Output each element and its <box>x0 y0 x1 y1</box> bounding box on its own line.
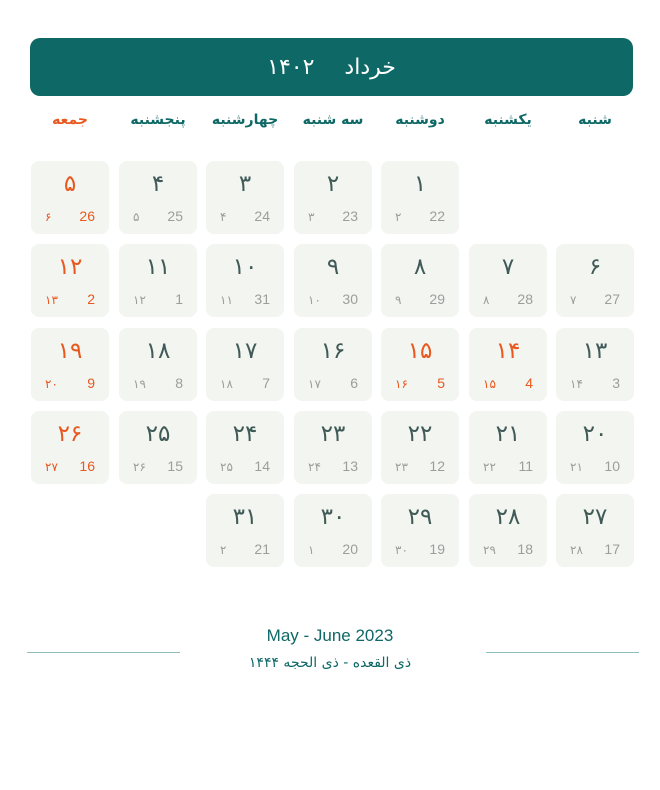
day-number: ۴ <box>151 171 165 197</box>
hijri-day: ۸ <box>483 293 490 307</box>
day-cell[interactable] <box>556 244 634 317</box>
hijri-day: ۱ <box>308 543 315 557</box>
gregorian-day: 28 <box>517 291 533 307</box>
gregorian-day: 27 <box>604 291 620 307</box>
day-number: ۲۳ <box>320 421 346 447</box>
gregorian-day: 31 <box>254 291 270 307</box>
day-cell[interactable] <box>469 244 547 317</box>
gregorian-day: 25 <box>167 208 183 224</box>
weekday-wednesday: چهارشنبه <box>211 112 279 128</box>
footer-divider-right <box>486 652 639 653</box>
hijri-day: ۱۶ <box>395 377 408 391</box>
day-cell[interactable] <box>381 244 459 317</box>
hijri-day: ۲۹ <box>483 543 496 557</box>
day-number: ۵ <box>63 171 77 197</box>
hijri-day: ۶ <box>45 210 52 224</box>
day-cell[interactable] <box>206 411 284 484</box>
hijri-day: ۱۷ <box>308 377 321 391</box>
weekday-row <box>0 112 660 142</box>
gregorian-day: 16 <box>79 458 95 474</box>
day-number: ۱ <box>413 171 427 197</box>
day-cell[interactable] <box>469 494 547 567</box>
gregorian-day: 8 <box>175 375 183 391</box>
gregorian-day: 29 <box>429 291 445 307</box>
day-number: ۱۲ <box>57 254 83 280</box>
day-cell[interactable] <box>294 244 372 317</box>
weekday-thursday: پنجشنبه <box>130 112 186 128</box>
day-number: ۳۱ <box>232 504 258 530</box>
footer-divider-left <box>27 652 180 653</box>
day-number: ۱۵ <box>407 338 433 364</box>
day-number: ۶ <box>588 254 602 280</box>
day-number: ۱۸ <box>145 338 171 364</box>
day-number: ۱۰ <box>232 254 258 280</box>
gregorian-day: 4 <box>525 375 533 391</box>
day-number: ۱۷ <box>232 338 258 364</box>
day-cell[interactable] <box>381 328 459 401</box>
hijri-day: ۱۴ <box>570 377 583 391</box>
gregorian-day: 17 <box>604 541 620 557</box>
day-number: ۱۹ <box>57 338 83 364</box>
hijri-day: ۱۲ <box>133 293 146 307</box>
hijri-day: ۱۸ <box>220 377 233 391</box>
day-cell[interactable] <box>381 161 459 234</box>
day-cell[interactable] <box>294 328 372 401</box>
day-cell[interactable] <box>556 411 634 484</box>
gregorian-day: 24 <box>254 208 270 224</box>
day-number: ۳ <box>238 171 252 197</box>
day-number: ۸ <box>413 254 427 280</box>
gregorian-month-range: May - June 2023 <box>266 626 394 645</box>
gregorian-day: 26 <box>79 208 95 224</box>
hijri-day: ۲۸ <box>570 543 583 557</box>
hijri-day: ۷ <box>570 293 577 307</box>
day-cell[interactable] <box>119 244 197 317</box>
hijri-day: ۲۰ <box>45 377 58 391</box>
hijri-day: ۲ <box>395 210 402 224</box>
day-number: ۹ <box>326 254 340 280</box>
gregorian-day: 22 <box>429 208 445 224</box>
hijri-month-range: ذی القعده - ذی الحجه ۱۴۴۴ <box>248 655 412 671</box>
day-cell[interactable] <box>469 328 547 401</box>
weekday-friday: جمعه <box>52 112 88 128</box>
day-cell[interactable] <box>206 244 284 317</box>
hijri-day: ۲۷ <box>45 460 58 474</box>
gregorian-day: 14 <box>254 458 270 474</box>
day-number: ۱۱ <box>145 254 171 280</box>
day-cell[interactable] <box>556 328 634 401</box>
day-number: ۲۲ <box>407 421 433 447</box>
gregorian-day: 18 <box>517 541 533 557</box>
day-cell[interactable] <box>381 494 459 567</box>
gregorian-day: 20 <box>342 541 358 557</box>
hijri-day: ۲۶ <box>133 460 146 474</box>
weekday-tuesday: سه شنبه <box>302 112 364 128</box>
hijri-day: ۴ <box>220 210 227 224</box>
year-label: ۱۴۰۲ <box>267 54 315 80</box>
day-cell[interactable] <box>31 328 109 401</box>
gregorian-day: 1 <box>175 291 183 307</box>
weekday-sunday: یکشنبه <box>484 112 532 128</box>
day-cell[interactable] <box>469 411 547 484</box>
day-number: ۲۱ <box>495 421 521 447</box>
day-number: ۱۶ <box>320 338 346 364</box>
day-cell[interactable] <box>31 161 109 234</box>
day-cell[interactable] <box>206 494 284 567</box>
gregorian-day: 6 <box>350 375 358 391</box>
day-cell[interactable] <box>119 328 197 401</box>
day-cell[interactable] <box>556 494 634 567</box>
gregorian-day: 3 <box>612 375 620 391</box>
hijri-day: ۲۵ <box>220 460 233 474</box>
hijri-day: ۱۵ <box>483 377 496 391</box>
gregorian-day: 19 <box>429 541 445 557</box>
day-number: ۲۸ <box>495 504 521 530</box>
day-number: ۲۹ <box>407 504 433 530</box>
day-cell[interactable] <box>294 161 372 234</box>
day-number: ۱۴ <box>495 338 521 364</box>
day-cell[interactable] <box>294 494 372 567</box>
hijri-day: ۱۹ <box>133 377 146 391</box>
day-number: ۷ <box>501 254 515 280</box>
day-cell[interactable] <box>294 411 372 484</box>
hijri-day: ۵ <box>133 210 140 224</box>
day-number: ۲۷ <box>582 504 608 530</box>
gregorian-day: 11 <box>518 458 533 474</box>
hijri-day: ۳ <box>308 210 315 224</box>
hijri-day: ۱۰ <box>308 293 321 307</box>
month-header <box>30 38 633 96</box>
hijri-day: ۱۱ <box>220 293 233 307</box>
day-cell[interactable] <box>381 411 459 484</box>
day-number: ۲۶ <box>57 421 83 447</box>
hijri-day: ۲ <box>220 543 227 557</box>
hijri-day: ۳۰ <box>395 543 408 557</box>
hijri-day: ۲۴ <box>308 460 321 474</box>
gregorian-day: 2 <box>87 291 95 307</box>
gregorian-day: 5 <box>437 375 445 391</box>
gregorian-day: 30 <box>342 291 358 307</box>
month-name: خرداد <box>344 54 396 80</box>
hijri-day: ۲۲ <box>483 460 496 474</box>
day-number: ۳۰ <box>320 504 346 530</box>
hijri-day: ۹ <box>395 293 402 307</box>
day-number: ۲۵ <box>145 421 171 447</box>
day-number: ۱۳ <box>582 338 608 364</box>
day-cell[interactable] <box>206 161 284 234</box>
gregorian-day: 9 <box>87 375 95 391</box>
day-cell[interactable] <box>206 328 284 401</box>
day-cell[interactable] <box>119 411 197 484</box>
day-cell[interactable] <box>31 411 109 484</box>
hijri-day: ۱۳ <box>45 293 58 307</box>
gregorian-day: 15 <box>167 458 183 474</box>
gregorian-day: 10 <box>604 458 620 474</box>
gregorian-day: 12 <box>429 458 445 474</box>
day-number: ۲ <box>326 171 340 197</box>
day-cell[interactable] <box>31 244 109 317</box>
gregorian-day: 7 <box>262 375 270 391</box>
gregorian-day: 21 <box>254 541 270 557</box>
day-number: ۲۴ <box>232 421 258 447</box>
gregorian-day: 13 <box>342 458 358 474</box>
hijri-day: ۲۳ <box>395 460 408 474</box>
day-number: ۲۰ <box>582 421 608 447</box>
gregorian-day: 23 <box>342 208 358 224</box>
day-cell[interactable] <box>119 161 197 234</box>
hijri-day: ۲۱ <box>570 460 583 474</box>
weekday-monday: دوشنبه <box>395 112 445 128</box>
weekday-saturday: شنبه <box>578 112 612 128</box>
